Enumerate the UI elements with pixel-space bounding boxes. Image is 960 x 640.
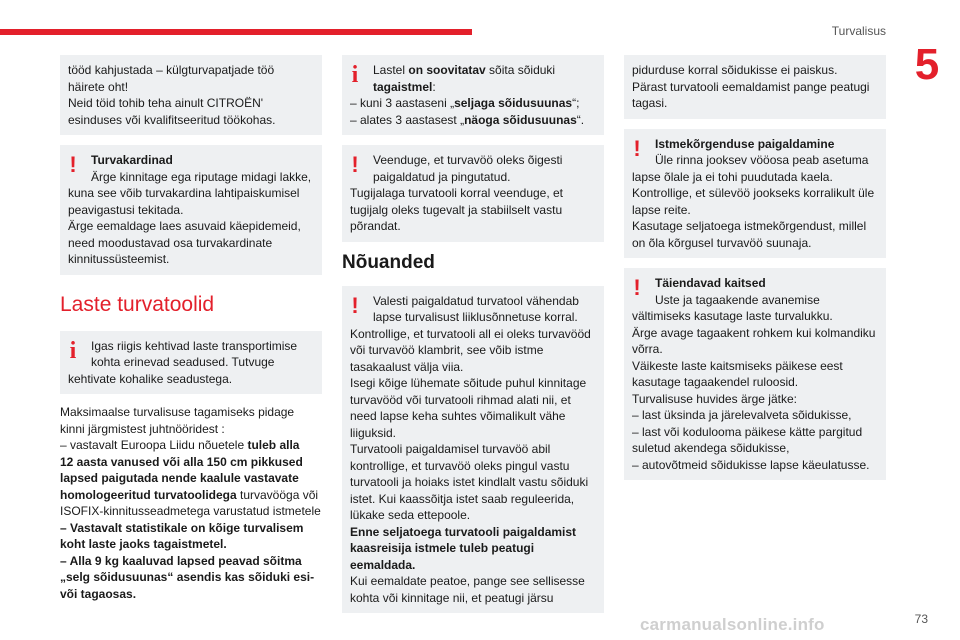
note-line: lükake seda ettepoole. bbox=[350, 508, 471, 522]
warning-icon: ! bbox=[351, 292, 359, 318]
note-line: turvavööd või turvatooli rihmad alati nii, et bbox=[350, 392, 571, 407]
note-line: Veenduge, et turvavöö oleks õigesti bbox=[373, 153, 563, 167]
page-number: 73 bbox=[914, 612, 928, 626]
warning-icon: ! bbox=[69, 152, 77, 177]
body-line: lapsed paigutada nende kaalule vastavate bbox=[60, 471, 299, 485]
note-line: – last või kodulooma päikese kätte pargitud bbox=[632, 424, 863, 439]
section-heading-child-seats: Laste turvatoolid bbox=[60, 292, 215, 316]
note-line: Uste ja tagaakende avanemise bbox=[655, 292, 820, 307]
note-line: on õla kõrgusel turvavöö suunaja. bbox=[632, 235, 812, 250]
column-1 bbox=[60, 55, 322, 602]
note-line: Neid töid tohib teha ainult CITROËN' bbox=[68, 96, 264, 110]
watermark: carmanualsonline.info bbox=[640, 615, 825, 634]
note-line: tagaistmel: bbox=[373, 79, 436, 94]
note-line: liiguksid. bbox=[350, 425, 397, 440]
note-line: tagasi. bbox=[632, 96, 668, 110]
note-line: häirete oht! bbox=[68, 79, 129, 94]
note-line: Kui eemaldate peatoe, pange see sellisesse bbox=[350, 574, 585, 588]
note-line: – autovõtmeid sõidukisse lapse käeulatusse. bbox=[632, 457, 870, 472]
body-line: kinni järgmistest juhtnööridest : bbox=[60, 421, 225, 436]
note-line: suletud akendega sõidukisse, bbox=[632, 441, 790, 455]
note-line: Kontrollige, et turvatooli all ei oleks turvavööd bbox=[350, 326, 591, 341]
note-line: Tugijalaga turvatooli korral veenduge, et bbox=[350, 186, 564, 200]
note-line: kontrollige, et turvavöö oleks pingul vastu bbox=[350, 458, 570, 473]
warning-box-curtain-airbags bbox=[60, 145, 322, 275]
note-line: need moodustavad osa turvakardinate bbox=[68, 235, 273, 250]
note-line: kaasreisija istmele tuleb peatugi bbox=[350, 541, 535, 555]
note-line: Igas riigis kehtivad laste transportimise bbox=[91, 338, 298, 353]
note-line: Isegi kõige lühemate sõitude puhul kinnitage bbox=[350, 376, 587, 390]
warning-title: Istmekõrgenduse paigaldamine bbox=[655, 136, 835, 151]
note-line: kehtivate kohalike seadustega. bbox=[68, 371, 233, 386]
note-line: vältimiseks kasutage laste turvalukku. bbox=[632, 309, 833, 323]
note-line: võrra. bbox=[632, 342, 663, 356]
note-line: pidurduse korral sõidukisse ei paiskus. bbox=[632, 63, 838, 77]
note-line: lapse reite. bbox=[632, 202, 691, 217]
note-line: kohta erinevad seadused. Tutvuge bbox=[91, 355, 275, 369]
body-line: homologeeritud turvatoolidega turvavööga või bbox=[60, 487, 319, 502]
note-line: põrandat. bbox=[350, 219, 401, 233]
warning-box-additional-protection bbox=[624, 268, 886, 480]
info-box-rear-seat bbox=[342, 55, 604, 135]
note-line: Kasutage seljatoega istmekõrgendust, millel bbox=[632, 219, 867, 233]
note-line: kohta või kinnitage nii, et peatugi järsu bbox=[350, 590, 554, 605]
body-line: ISOFIX-kinnitusseadmetega varustatud istmetele bbox=[60, 504, 321, 518]
warning-box-seatbelt bbox=[342, 145, 604, 242]
body-text bbox=[60, 404, 322, 602]
note-line: kasutage tagaakendel ruloosid. bbox=[632, 375, 799, 389]
body-line: Maksimaalse turvalisuse tagamiseks pidage bbox=[60, 405, 295, 419]
note-line: tasakaalust välja viia. bbox=[350, 359, 464, 374]
note-line: lapse õlale ja ei tohi puudutada kaela. bbox=[632, 169, 833, 184]
note-line: tugijalg oleks tugevalt ja stabiilselt vastu bbox=[350, 202, 563, 217]
note-line: Üle rinna jooksev vööosa peab asetuma bbox=[655, 153, 869, 167]
chapter-number: 5 bbox=[914, 40, 940, 89]
body-line: – Alla 9 kg kaaluvad lapsed peavad sõitma bbox=[60, 553, 302, 568]
note-line: Ärge eemaldage laes asuvaid käepidemeid, bbox=[68, 219, 301, 233]
info-icon: i bbox=[351, 62, 359, 88]
body-line: – vastavalt Euroopa Liidu nõuetele tuleb alla bbox=[60, 438, 300, 452]
note-line: Ärge avage tagaakent rohkem kui kolmandiku bbox=[632, 325, 876, 340]
header-red-bar bbox=[0, 29, 472, 35]
note-line: Enne seljatoega turvatooli paigaldamist bbox=[350, 524, 577, 539]
note-line: Turvalisuse huvides ärge jätke: bbox=[632, 391, 797, 406]
note-line: – kuni 3 aastaseni „seljaga sõidusuunas“; bbox=[350, 96, 580, 110]
note-line: kinnitussüsteemist. bbox=[68, 252, 170, 266]
warning-icon: ! bbox=[633, 135, 641, 161]
warning-title: Turvakardinad bbox=[91, 153, 173, 167]
note-line: turvatooli ja hoiaks istet kindlalt vastu sõiduki bbox=[350, 475, 589, 489]
column-2 bbox=[342, 55, 604, 623]
note-line: – alates 3 aastasest „näoga sõidusuunas“. bbox=[350, 112, 585, 127]
note-box-headrest bbox=[624, 55, 886, 119]
info-icon: i bbox=[69, 337, 77, 364]
note-line: või turvavöö klambrit, see võib istme bbox=[350, 343, 544, 357]
note-line: Pärast turvatooli eemaldamist pange peatugi bbox=[632, 79, 870, 94]
note-line: Valesti paigaldatud turvatool vähendab bbox=[373, 293, 579, 308]
note-line: esinduses või kvalifitseeritud töökohas. bbox=[68, 112, 276, 127]
warning-icon: ! bbox=[351, 152, 359, 177]
body-line: koht laste jaoks tagaistmetel. bbox=[60, 537, 227, 551]
warning-title: Täiendavad kaitsed bbox=[655, 276, 766, 290]
column-3 bbox=[624, 55, 886, 490]
note-line: paigaldatud ja pingutatud. bbox=[373, 169, 511, 184]
body-line: või tagaosas. bbox=[60, 586, 137, 601]
note-line: need lapse keha suhtes võimalikult vähe bbox=[350, 409, 566, 423]
body-line: – Vastavalt statistikale on kõige turvalisem bbox=[60, 520, 304, 535]
section-heading-advice: Nõuanded bbox=[342, 251, 435, 273]
note-line: Lastel on soovitatav sõita sõiduki bbox=[373, 63, 556, 77]
section-title: Turvalisus bbox=[831, 24, 886, 38]
note-line: Kontrollige, et sülevöö jookseks korralikult üle bbox=[632, 186, 875, 200]
warning-icon: ! bbox=[633, 275, 641, 300]
body-line: 12 aasta vanused või alla 150 cm pikkused bbox=[60, 454, 303, 469]
note-line: Väikeste laste kaitsmiseks päikese eest bbox=[632, 358, 843, 373]
note-box-continued bbox=[60, 55, 322, 135]
note-line: kuna see võib turvakardina lahtipaiskumisel bbox=[68, 186, 300, 200]
note-line: peavigastusi tekitada. bbox=[68, 202, 184, 217]
warning-box-booster bbox=[624, 129, 886, 259]
warning-box-installation bbox=[342, 286, 604, 614]
note-line: lapse turvalisust liiklusõnnetuse korral. bbox=[373, 310, 578, 324]
note-line: Turvatooli paigaldamisel turvavöö abil bbox=[350, 442, 551, 456]
body-line: „selg sõidusuunas“ asendis kas sõiduki esi- bbox=[60, 570, 315, 584]
info-box-laws bbox=[60, 331, 322, 395]
note-line: istet. Kui kaassõitja istet saab reguleerida, bbox=[350, 491, 575, 506]
note-line: – last üksinda ja järelevalveta sõidukisse, bbox=[632, 408, 852, 422]
note-line: tööd kahjustada – külgturvapatjade töö bbox=[68, 63, 275, 77]
note-line: Ärge kinnitage ega riputage midagi lakke, bbox=[91, 169, 312, 184]
note-line: eemaldada. bbox=[350, 557, 416, 572]
